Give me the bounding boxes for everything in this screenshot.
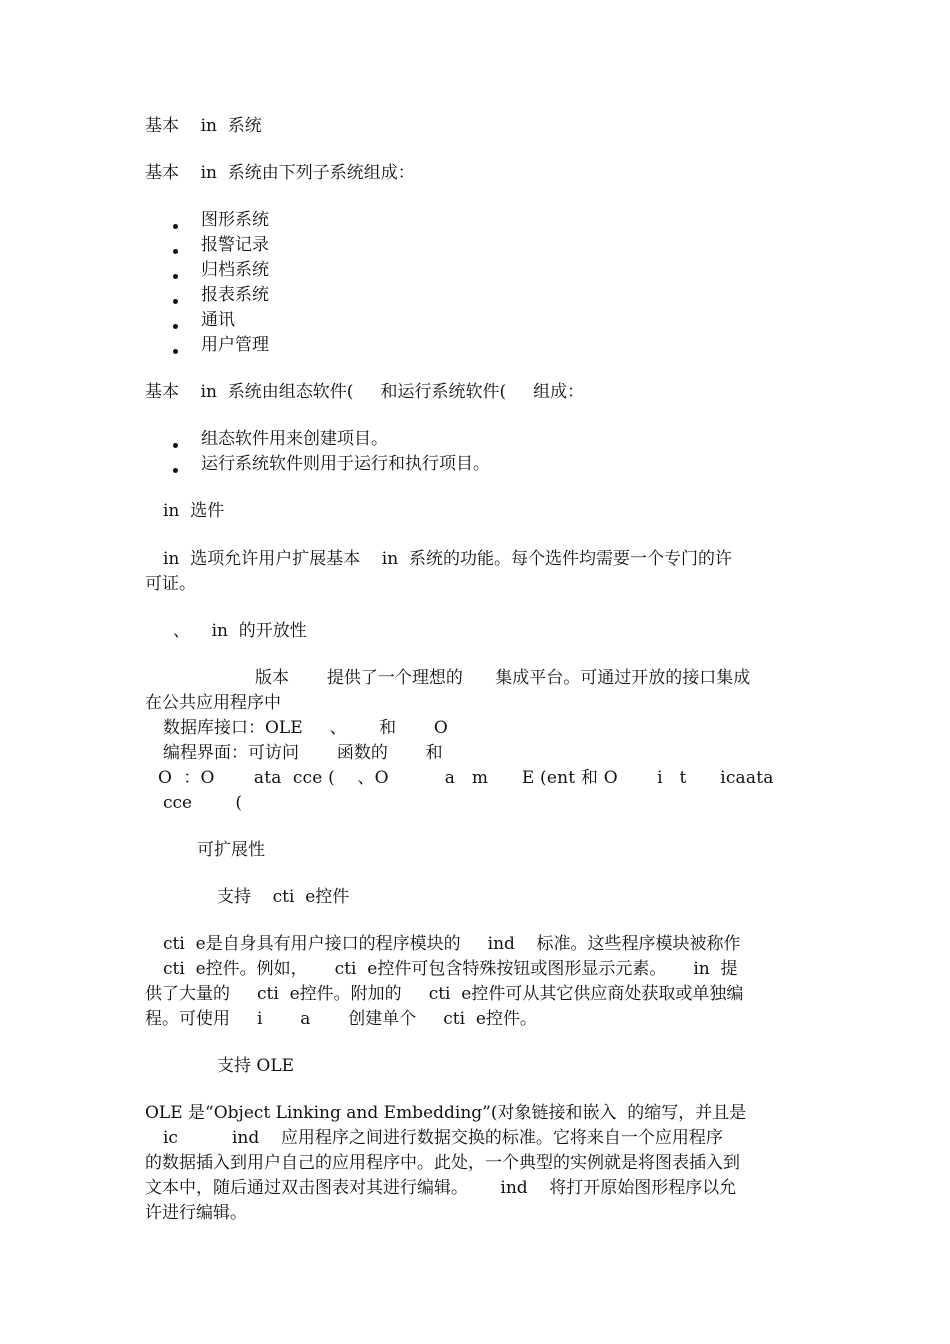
section-title-ole: 支持 OLE	[217, 1056, 295, 1076]
section-title-basic: 基本 in 系统	[145, 116, 262, 136]
list-item: 报警记录	[201, 235, 269, 255]
activex-paragraph-line: 程。可使用 i a 创建单个 cti e控件。	[145, 1009, 537, 1029]
list-item: 用户管理	[201, 335, 269, 355]
bullet-icon	[173, 249, 178, 254]
ole-paragraph-line: 的数据插入到用户自己的应用程序中。此处，一个典型的实例就是将图表插入到	[145, 1153, 740, 1173]
openness-line: cce (	[163, 793, 242, 813]
openness-line: 编程界面：可访问 函数的 和	[163, 743, 443, 763]
bullet-icon	[173, 443, 178, 448]
list-item: 归档系统	[201, 260, 269, 280]
ole-paragraph-line: ic ind 应用程序之间进行数据交换的标准。它将来自一个应用程序	[163, 1128, 723, 1148]
bullet-icon	[173, 299, 178, 304]
section-title-openness: 、 in 的开放性	[173, 621, 307, 641]
list-item: 通讯	[201, 310, 235, 330]
ole-paragraph-line: 许进行编辑。	[145, 1203, 247, 1223]
activex-paragraph-line: cti e是自身具有用户接口的程序模块的 ind 标准。这些程序模块被称作	[163, 934, 741, 954]
options-paragraph-line: in 选项允许用户扩展基本 in 系统的功能。每个选件均需要一个专门的许	[163, 549, 733, 569]
ole-paragraph-line: OLE 是“Object Linking and Embedding”(对象链接和嵌入 的缩写，并且是	[145, 1103, 747, 1123]
openness-line: O ：O ata cce ( 、O a m E (ent 和 O i t icaata	[158, 768, 774, 788]
openness-line: 版本 提供了一个理想的 集成平台。可通过开放的接口集成	[255, 668, 751, 688]
list-item: 图形系统	[201, 210, 269, 230]
basic-intro-text: 基本 in 系统由下列子系统组成：	[145, 163, 415, 183]
list-item: 报表系统	[201, 285, 269, 305]
bullet-icon	[173, 349, 178, 354]
list-item: 运行系统软件则用于运行和执行项目。	[201, 454, 490, 474]
bullet-icon	[173, 274, 178, 279]
section-title-extensibility: 可扩展性	[197, 840, 265, 860]
bullet-icon	[173, 468, 178, 473]
bullet-icon	[173, 224, 178, 229]
activex-paragraph-line: 供了大量的 cti e控件。附加的 cti e控件可从其它供应商处获取或单独编	[145, 984, 744, 1004]
bullet-icon	[173, 324, 178, 329]
openness-line: 在公共应用程序中	[145, 693, 281, 713]
list-item: 组态软件用来创建项目。	[201, 429, 388, 449]
composition-intro-text: 基本 in 系统由组态软件( 和运行系统软件( 组成：	[145, 382, 585, 402]
ole-paragraph-line: 文本中，随后通过双击图表对其进行编辑。 ind 将打开原始图形程序以允	[145, 1178, 737, 1198]
section-title-activex: 支持 cti e控件	[217, 887, 350, 907]
section-title-options: in 选件	[163, 501, 225, 521]
openness-line: 数据库接口：OLE 、 和 O	[163, 718, 448, 738]
activex-paragraph-line: cti e控件。例如， cti e控件可包含特殊按钮或图形显示元素。 in 提	[163, 959, 738, 979]
options-paragraph-line: 可证。	[145, 574, 196, 594]
